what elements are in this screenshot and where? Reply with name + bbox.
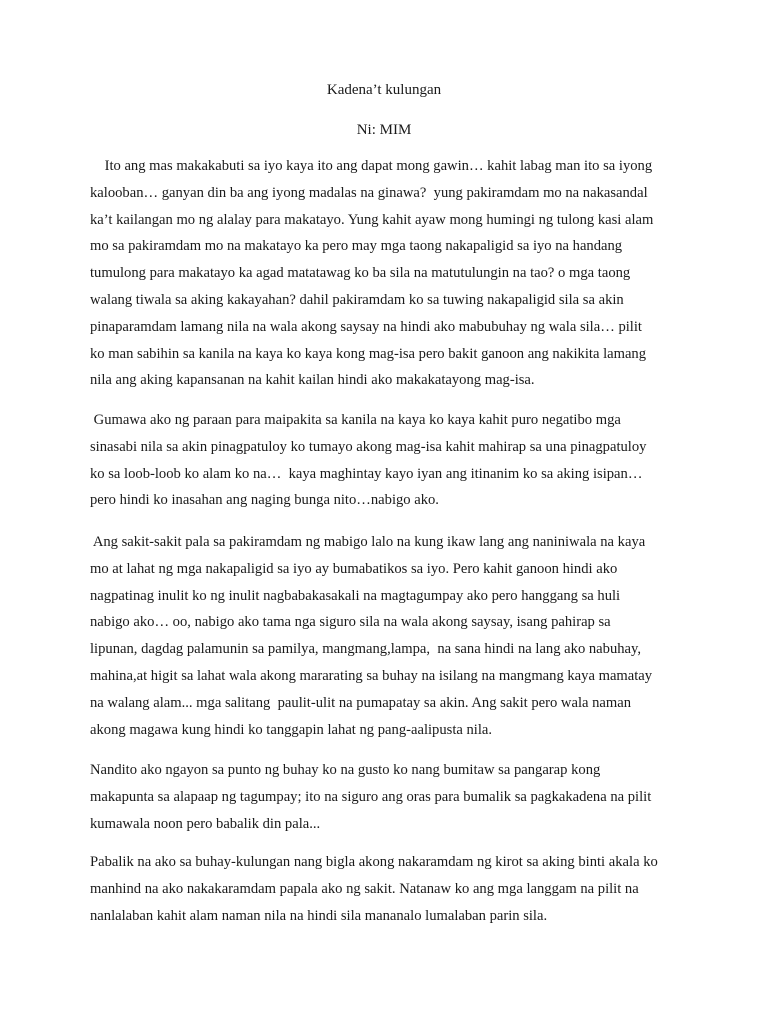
- text-line: Gumawa ako ng paraan para maipakita sa kanila na kaya ko kaya kahit puro negatibo mga: [90, 412, 621, 428]
- document-title: Kadena’t kulungan: [326, 82, 442, 98]
- text-line: nagpatinag inulit ko ng inulit nagbabakasakali na magtagumpay ako pero hanggang sa huli: [90, 587, 621, 604]
- text-line: nabigo ako… oo, nabigo ako tama nga siguro sila na wala akong saysay, isang pahirap sa: [90, 614, 611, 631]
- text-line: lipunan, dagdag palamunin sa pamilya, mangmang,lampa, na sana hindi na lang ako nabuhay,: [90, 641, 642, 658]
- text-line: mo at lahat ng mga nakapaligid sa iyo ay bumabatikos sa iyo. Pero kahit ganoon hindi ako: [90, 560, 618, 577]
- text-line: Ang sakit-sakit pala sa pakiramdam ng mabigo lalo na kung ikaw lang ang naniniwala na kaya: [90, 534, 646, 550]
- text-line: Ito ang mas makakabuti sa iyo kaya ito ang dapat mong gawin… kahit labag man ito sa iyong: [90, 158, 653, 174]
- text-line: manhind na ako nakakaramdam papala ako ng sakit. Natanaw ko ang mga langgam na pilit na: [90, 880, 639, 897]
- text-line: kalooban… ganyan din ba ang iyong madalas na ginawa? yung pakiramdam mo na nakasandal: [90, 184, 648, 201]
- paragraph-2: [90, 407, 690, 514]
- text-line: pinaparamdam lamang nila na wala akong saysay na hindi ako mabubuhay ng wala sila… pilit: [90, 318, 642, 335]
- text-line: walang tiwala sa aking kakayahan? dahil pakiramdam ko sa tuwing nakapaligid sila sa akin: [90, 291, 624, 308]
- text-line: Nandito ako ngayon sa punto ng buhay ko na gusto ko nang bumitaw sa pangarap kong: [90, 762, 601, 778]
- text-line: mahina,at higit sa lahat wala akong mararating sa buhay na isilang na mangmang kaya mamatay: [90, 667, 653, 684]
- text-line: nila ang aking kapansanan na kahit kailan hindi ako makakatayong mag-isa.: [90, 372, 535, 389]
- text-line: kumawala noon pero babalik din pala...: [90, 815, 321, 832]
- text-line: makapunta sa alapaap ng tagumpay; ito na siguro ang oras para bumalik sa pagkakadena na pilit: [90, 788, 652, 805]
- text-line: sinasabi nila sa akin pinagpatuloy ko tumayo akong mag-isa kahit mahirap sa una pinagpatuloy: [90, 438, 647, 455]
- text-line: nanlalaban kahit alam naman nila na hindi sila mananalo lumalaban parin sila.: [90, 907, 548, 924]
- text-line: ka’t kailangan mo ng alalay para makatayo. Yung kahit ayaw mong humingi ng tulong kasi alam: [90, 211, 654, 228]
- text-line: ko sa loob-loob ko alam ko na… kaya maghintay kayo iyan ang itinanim ko sa aking isipan…: [90, 465, 643, 482]
- paragraph-3: [90, 529, 690, 743]
- text-line: ko man sabihin sa kanila na kaya ko kaya kong mag-isa pero bakit ganoon ang nakikita lamang: [90, 345, 647, 362]
- paragraph-4: [90, 757, 690, 837]
- text-line: pero hindi ko inasahan ang naging bunga nito…nabigo ako.: [90, 492, 439, 509]
- text-line: mo sa pakiramdam mo na makatayo ka pero may mga taong nakapaligid sa iyo na handang: [90, 238, 623, 255]
- paragraph-1: [90, 153, 690, 394]
- text-line: akong magawa kung hindi ko tanggapin lahat ng pang-aalipusta nila.: [90, 721, 493, 738]
- text-line: tumulong para makatayo ka agad matatawag ko ba sila na matutulungin na tao? o mga taong: [90, 265, 631, 282]
- text-line: na walang alam... mga salitang paulit-ulit na pumapatay sa akin. Ang sakit pero wala naman: [90, 694, 632, 711]
- document-author: Ni: MIM: [356, 122, 412, 138]
- text-line: Pabalik na ako sa buhay-kulungan nang bigla akong nakaramdam ng kirot sa aking binti akala ko: [90, 854, 658, 870]
- paragraph-5: [90, 849, 690, 929]
